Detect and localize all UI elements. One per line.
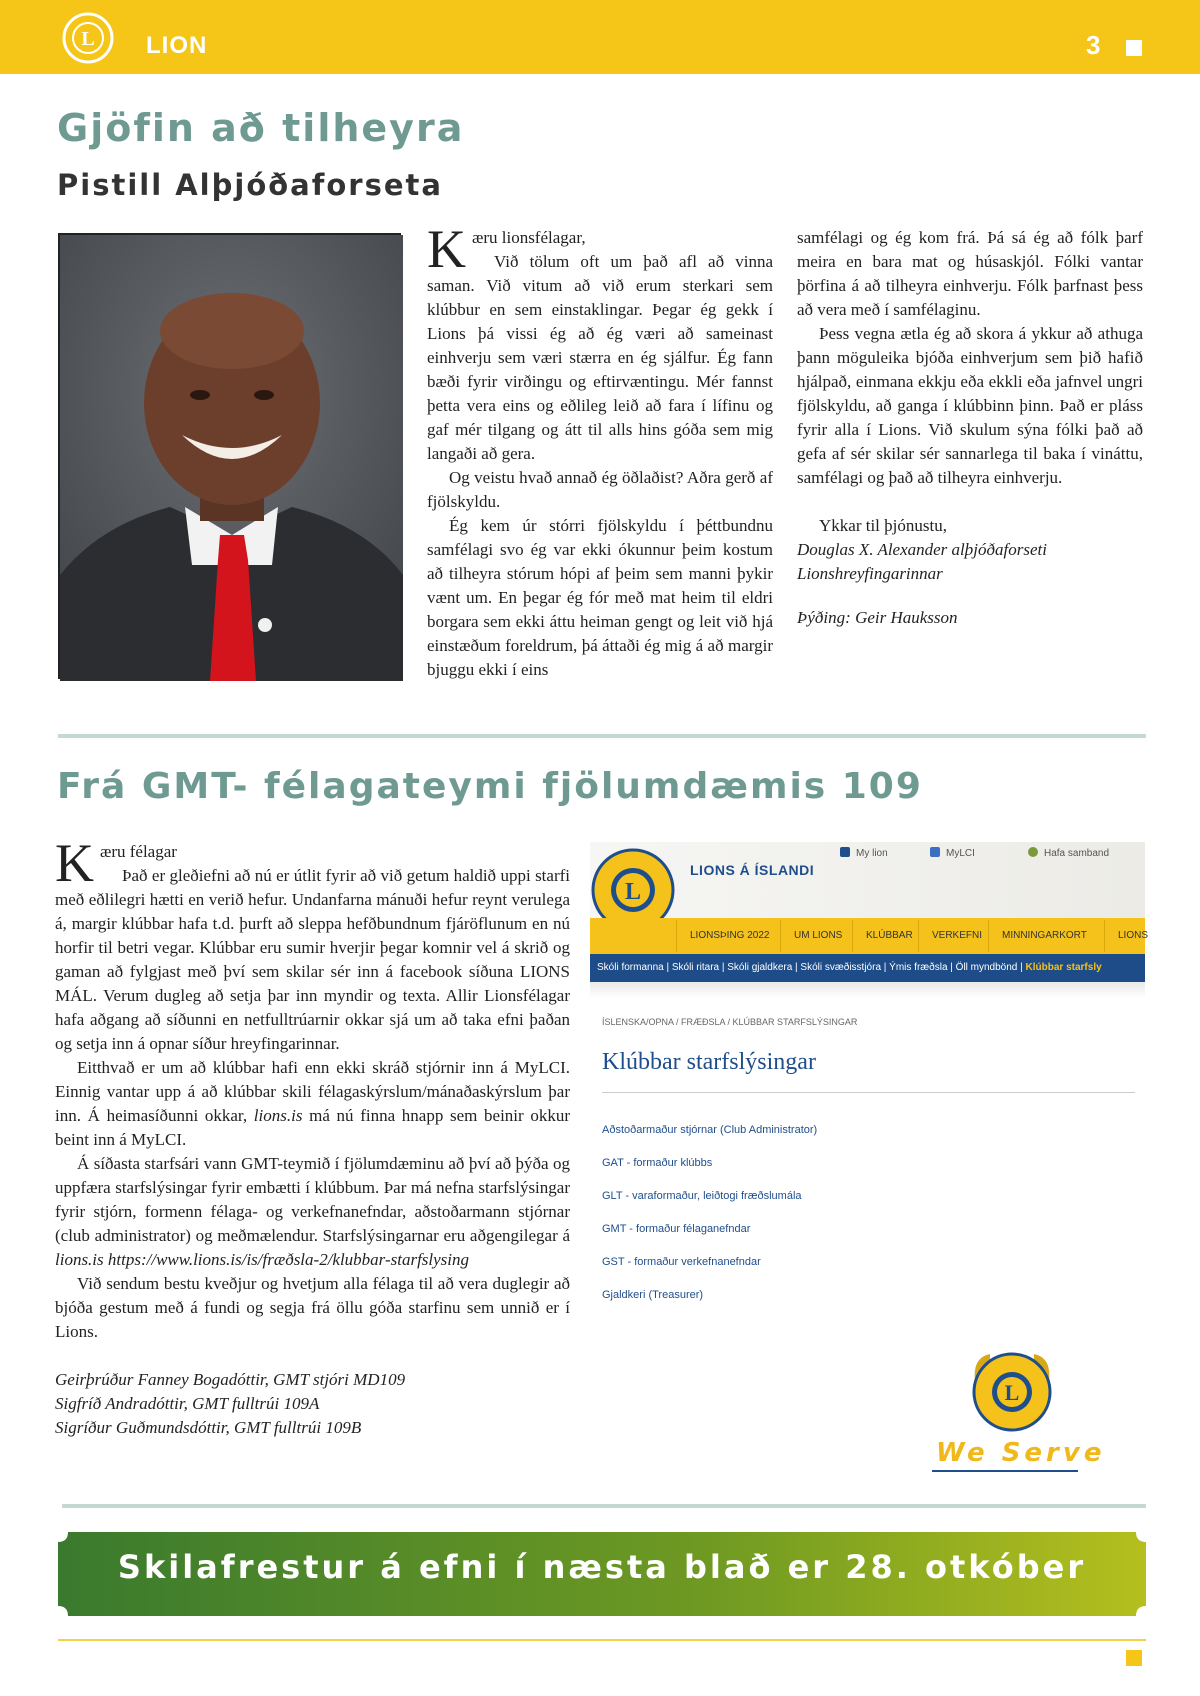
signature: Sigríður Guðmundsdóttir, GMT fulltrúi 109B [55, 1418, 362, 1437]
svg-text:L: L [81, 28, 95, 50]
corner-square [1126, 40, 1142, 56]
footer-square [1126, 1650, 1142, 1666]
article-title: Frá GMT- félagateymi fjölumdæmis 109 [57, 766, 923, 807]
sub-menu-links[interactable]: Skóli formanna | Skóli ritara | Skóli gjaldkera | Skóli svæðisstjóra | Ýmis fræðsla | Öll myndbönd | Klúbbar starfsly [597, 962, 1102, 973]
job-description-link[interactable]: GMT - formaður félaganefndar [602, 1223, 751, 1235]
paragraph: Þess vegna ætla ég að skora á ykkur að athuga þann möguleika bjóða einhverjum sem þið hafið hjálpað, einmana ekkju eða ekkli eða jafnvel ungri fjölskyldu, að ganga í klúbbinn þinn. Það er pláss fyrir alla í Lions. Við skulum sýna fólki það að gefa af sér skilar sér sannarlega til baka í vináttu, samfélagi og það að tilheyra einhverju. [797, 324, 1143, 487]
article-title: Gjöfin að tilheyra [57, 106, 465, 150]
signature: Geirþrúður Fanney Bogadóttir, GMT stjóri MD109 [55, 1370, 406, 1389]
paragraph: Við sendum bestu kveðjur og hvetjum alla félaga til að vera duglegir að bjóða gestum með á fundi og segja frá öllu góða starfinu sem unnið er í Lions. [55, 1274, 570, 1341]
job-description-link[interactable]: GAT - formaður klúbbs [602, 1157, 713, 1169]
website-screenshot [590, 842, 1149, 1312]
menu-item[interactable]: MINNINGARKORT [1002, 930, 1087, 941]
paragraph: Ég kem úr stórri fjölskyldu í þéttbundnu samfélagi svo ég var ekki ókunnur þeim kostum að tilheyra stórum hópi af þeim sem manni þykir vænt um. En þegar ég fór með mat heim til eldri borgara sem ekki áttu heiman gengt og leit við hjá einstæðum foreldrum, þá áttaði ég mig á að margir bjuggu ekki í eins [427, 516, 773, 679]
portrait-image [60, 235, 403, 681]
article-subtitle: Pistill Alþjóðaforseta [57, 168, 443, 202]
signature: Sigfríð Andradóttir, GMT fulltrúi 109A [55, 1394, 320, 1413]
page-title: Klúbbar starfslýsingar [602, 1049, 816, 1075]
article2-column [55, 833, 571, 1440]
paragraph: Það er gleðiefni að nú er útlit fyrir að við getum haldið uppi starfi með eðlilegri hætti en verið hefur. Undanfarna mánuði hefur reynt verulega á, margir klúbbar hafa t.d. þurft að sleppa hefðbundnum fjáröflunum en nú horfir til betri vegar. Klúbbar eru sumir hverjir þegar komnir vel á skrið og gaman að fylgjast með því sem skilar sér inn á facebook síðuna LIONS MÁL. Verum dugleg að setja þar inn myndir og texta. Allir Lionsfélagar hafa aðgang að síðunni en netfulltrúarnir okkar sjá um að taka efni þaðan og setja inn á opnar síður hreyfingarinnar. [55, 866, 570, 1053]
article1-column2 [797, 226, 1143, 630]
page-header [0, 0, 1200, 74]
paragraph: samfélagi og ég kom frá. Þá sá ég að fólk þarf meira en bara mat og húsaskjól. Fólki vantar þörfina á að tilheyra einhverju. Fólk þarfnast þess að vera með í samfélaginu. [797, 228, 1143, 319]
banner-text: Skilafrestur á efni í næsta blað er 28. otkóber [117, 1548, 1087, 1586]
paragraph: Og veistu hvað annað ég öðlaðist? Aðra gerð af fjölskyldu. [427, 468, 773, 511]
article1-column1 [427, 219, 773, 682]
breadcrumb[interactable]: ÍSLENSKA/OPNA / FRÆÐSLA / KLÚBBAR STARFSLÝSINGAR [602, 1017, 858, 1027]
menu-item[interactable]: VERKEFNI [932, 930, 983, 941]
job-description-link[interactable]: GST - formaður verkefnanefndar [602, 1256, 761, 1268]
dropcap: K [55, 833, 94, 893]
translator-credit: Þýðing: Geir Hauksson [797, 608, 958, 627]
menu-item[interactable]: LIONSÞING 2022 [690, 930, 770, 941]
svg-text:L: L [624, 879, 642, 905]
job-description-link[interactable]: GLT - varaformaður, leiðtogi fræðslumála [602, 1190, 802, 1202]
closing: Ykkar til þjónustu, [819, 516, 947, 535]
motto: We Serve [936, 1438, 1106, 1468]
util-link-contact[interactable]: Hafa samband [1028, 847, 1109, 859]
lions-emblem-icon [970, 1348, 1054, 1436]
we-serve-emblem [932, 1348, 1106, 1472]
paragraph: Við tölum oft um það afl að vinna saman. Við vitum að við erum sterkari sem klúbbur en sem einstaklingar. Þegar ég gekk í Lions þá vissi ég að ég væri að sameinast einhverju sem væri stærra en ég sjálfur. Ég fann bæði fyrir virðingu og eftirvæntingu. Mér fannst þetta vera eins og eðlileg leið að fara í lífinu og gaf mér tilgang og átt til alls hins góða sem mig langaði að gera. [427, 252, 773, 463]
sub-menu-active: Klúbbar starfsly [1025, 962, 1102, 973]
website-link[interactable]: lions.is [253, 1106, 303, 1125]
job-description-link[interactable]: Aðstoðarmaður stjórnar (Club Administrator) [602, 1124, 818, 1136]
menu-item[interactable]: LIONS [1118, 930, 1149, 941]
job-description-link[interactable]: Gjaldkeri (Treasurer) [602, 1289, 704, 1301]
menu-item[interactable]: KLÚBBAR [866, 930, 913, 941]
util-link-mylion[interactable]: My lion [840, 847, 888, 859]
site-title: LIONS Á ÍSLANDI [690, 862, 815, 878]
greeting: æru félagar [100, 842, 177, 861]
footer-line [58, 1639, 1146, 1641]
paragraph: Á síðasta starfsári vann GMT-teymið í fjölumdæminu að því að þýða og uppfæra starfslýsingar fyrir embætti í klúbbum. Þar má nefna starfslýsingar fyrir stjórn, formenn félaga- og verkefnanefndar, aðstoðarmann stjórnar (club administrator) og meðmælendur. Starfslýsingarnar eru aðgengilegar á lions.is https://www.lions.is/is/fræðsla-2/klubbar-starfslysing [55, 1154, 570, 1269]
svg-text:L: L [1004, 1380, 1020, 1405]
page-number: 3 [1086, 30, 1101, 60]
lions-emblem-icon [62, 12, 114, 64]
dropcap: K [427, 219, 466, 279]
signature-name: Douglas X. Alexander alþjóðaforseti [797, 540, 1047, 559]
util-link-mylci[interactable]: MyLCI [930, 847, 975, 859]
menu-item[interactable]: UM LIONS [794, 930, 843, 941]
signature-organization: Lionshreyfingarinnar [797, 564, 943, 583]
section-divider [58, 734, 1146, 738]
greeting: æru lionsfélagar, [472, 228, 586, 247]
website-link[interactable]: lions.is https://www.lions.is/is/fræðsla-2/klubbar-starfslysing [55, 1250, 470, 1269]
deadline-banner [58, 1532, 1146, 1616]
magazine-name: LION [146, 32, 208, 59]
president-portrait [58, 233, 401, 679]
paragraph: Eitthvað er um að klúbbar hafi enn ekki skráð stjórnir inn á MyLCI. Einnig vantar upp á að klúbbar skili félagaskýrslum/mánaðaskýrslum þar inn. Á heimasíðunni okkar, lions.is má nú finna hnapp sem beinir okkur beint inn á MyLCI. [55, 1058, 571, 1149]
section-divider [62, 1504, 1146, 1508]
